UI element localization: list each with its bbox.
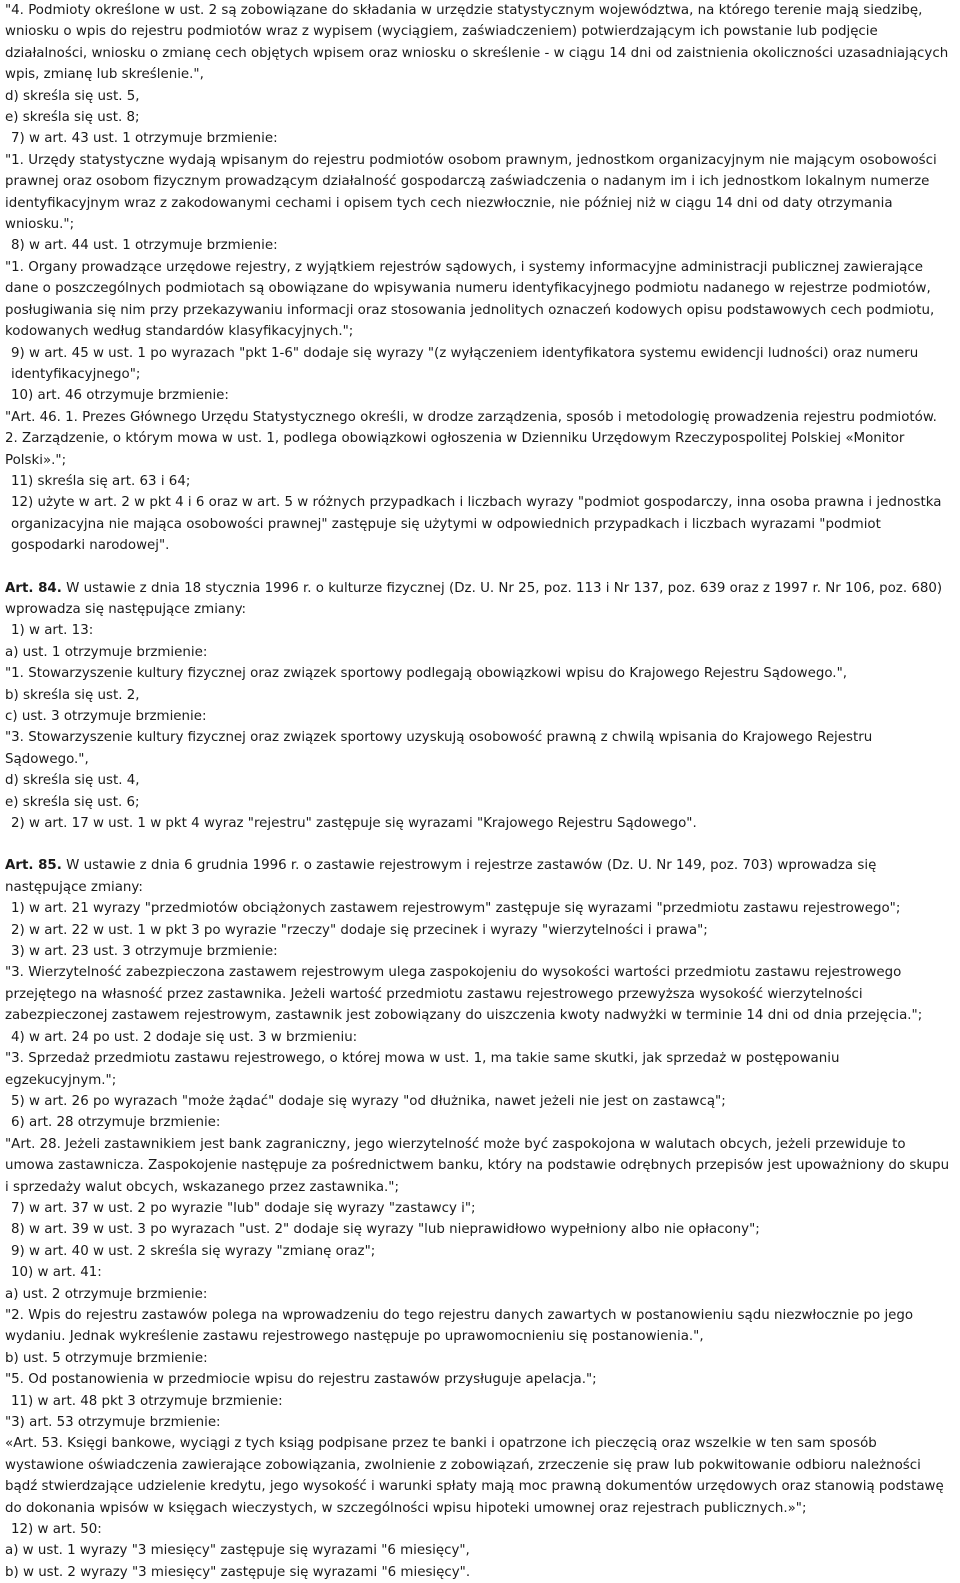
- paragraph: "3. Sprzedaż przedmiotu zastawu rejestrowego, o której mowa w ust. 1, ma takie same skutki, jak sprzedaż w postępowaniu egzekucyjnym.";: [5, 1051, 840, 1088]
- paragraph: 7) w art. 37 w ust. 2 po wyrazie "lub" dodaje się wyrazy "zastawcy i";: [11, 1200, 476, 1216]
- paragraph: "3. Wierzytelność zabezpieczona zastawem rejestrowym ulega zaspokojeniu do wysokości wartości przedmiotu zastawu rejestrowego przejętego na własność przez zastawnika. Jeżeli wartość przedmiotu zastawu rejestrowego przewyższa wysokość wierzytelności zabezpieczonej zastawem rejestrowym, zastawnik jest zobowiązany do uiszczenia kwoty nadwyżki w terminie 14 dni od dnia przejęcia.";: [5, 965, 923, 1024]
- paragraph: 7) w art. 43 ust. 1 otrzymuje brzmienie:: [11, 131, 278, 147]
- paragraph: "5. Od postanowienia w przedmiocie wpisu do rejestru zastawów przysługuje apelacja.";: [5, 1372, 597, 1388]
- article-intro: [5, 578, 952, 621]
- paragraph: e) skreśla się ust. 6;: [5, 794, 140, 810]
- paragraph: e) skreśla się ust. 8;: [5, 110, 140, 126]
- paragraph: 12) w art. 50:: [11, 1522, 102, 1538]
- paragraph: b) w ust. 2 wyrazy "3 miesięcy" zastępuje się wyrazami "6 miesięcy".: [5, 1564, 471, 1580]
- paragraph: 2. Zarządzenie, o którym mowa w ust. 1, podlega obowiązkowi ogłoszenia w Dzienniku Urzędowym Rzeczypospolitej Polskiej «Monitor Polski».";: [5, 431, 905, 468]
- paragraph: d) skreśla się ust. 5,: [5, 88, 140, 104]
- paragraph: 9) w art. 45 w ust. 1 po wyrazach "pkt 1-6" dodaje się wyrazy "(z wyłączeniem identyfikatora systemu ewidencji ludności) oraz numeru identyfikacyjnego";: [11, 345, 919, 382]
- paragraph: "1. Stowarzyszenie kultury fizycznej oraz związek sportowy podlegają obowiązkowi wpisu do Krajowego Rejestru Sądowego.",: [5, 666, 847, 682]
- paragraph: b) skreśla się ust. 2,: [5, 687, 140, 703]
- paragraph: 11) skreśla się art. 63 i 64;: [11, 473, 191, 489]
- paragraph: 10) w art. 41:: [11, 1265, 102, 1281]
- paragraph: "1. Urzędy statystyczne wydają wpisanym do rejestru podmiotów osobom prawnym, jednostkom organizacyjnym nie mającym osobowości prawnej oraz osobom fizycznym prowadzącym działalność gospodarczą zaświadczenia o nadanym im i ich jednostkom lokalnym numerze identyfikacyjnym wraz z zakodowanymi cechami i opisem tych cech niezwłocznie, nie później niż w ciągu 14 dni od daty otrzymania wniosku.";: [5, 152, 937, 233]
- paragraph: 9) w art. 40 w ust. 2 skreśla się wyrazy "zmianę oraz";: [11, 1243, 376, 1259]
- article-85: [5, 855, 952, 1583]
- paragraph: 1) w art. 21 wyrazy "przedmiotów obciążonych zastawem rejestrowym" zastępuje się wyrazami "przedmiotu zastawu rejestrowego";: [11, 901, 901, 917]
- paragraph: "Art. 46. 1. Prezes Głównego Urzędu Statystycznego określi, w drodze zarządzenia, sposób i metodologię prowadzenia rejestru podmiotów.: [5, 409, 937, 425]
- paragraph: b) ust. 5 otrzymuje brzmienie:: [5, 1350, 208, 1366]
- article-intro-text: W ustawie z dnia 6 grudnia 1996 r. o zastawie rejestrowym i rejestrze zastawów (Dz. U. Nr 149, poz. 703) wprowadza się następujące zmiany:: [5, 858, 877, 895]
- paragraph: "4. Podmioty określone w ust. 2 są zobowiązane do składania w urzędzie statystycznym województwa, na którego terenie mają siedzibę, wniosku o wpis do rejestru podmiotów wraz z wypisem (wyciągiem, zaświadczeniem) potwierdzającym ich powstanie lub podjęcie działalności, wniosku o zmianę cech objętych wpisem oraz wniosku o skreślenie - w ciągu 14 dni od zaistnienia okoliczności uzasadniających wpis, zmianę lub skreślenie.",: [5, 3, 949, 83]
- paragraph: "2. Wpis do rejestru zastawów polega na wprowadzeniu do tego rejestru danych zawartych w postanowieniu sądu niezwłocznie po jego wydaniu. Jednak wykreślenie zastawu rejestrowego następuje po uprawomocnieniu się postanowienia.",: [5, 1307, 914, 1345]
- paragraph: a) ust. 2 otrzymuje brzmienie:: [5, 1286, 208, 1302]
- paragraph: 6) art. 28 otrzymuje brzmienie:: [11, 1115, 221, 1131]
- paragraph: «Art. 53. Księgi bankowe, wyciągi z tych ksiąg podpisane przez te banki i opatrzone ich pieczęcią oraz wszelkie w ten sam sposób wystawione oświadczenia zawierające zobowiązania, zwolnienie z zobowiązań, zrzeczenie się praw lub pokwitowanie odbioru należności bądź stwierdzające udzielenie kredytu, jego wysokość i warunki spłaty mają moc prawną dokumentów urzędowych oraz stanowią podstawę do dokonania wpisów w księgach wieczystych, w szczególności wpisu hipoteki umownej oraz rejestrach publicznych.»";: [5, 1436, 944, 1516]
- paragraph: "Art. 28. Jeżeli zastawnikiem jest bank zagraniczny, jego wierzytelność może być zaspokojona w walutach obcych, jeżeli przewiduje to umowa zastawnicza. Zaspokojenie następuje za pośrednictwem banku, który na podstawie odrębnych przepisów jest upoważniony do skupu i sprzedaży walut obcych, wskazanego przez zastawnika.";: [5, 1136, 950, 1195]
- paragraph: "3. Stowarzyszenie kultury fizycznej oraz związek sportowy uzyskują osobowość prawną z chwilą wpisania do Krajowego Rejestru Sądowego.",: [5, 730, 873, 767]
- paragraph: a) w ust. 1 wyrazy "3 miesięcy" zastępuje się wyrazami "6 miesięcy",: [5, 1543, 470, 1559]
- paragraph: 12) użyte w art. 2 w pkt 4 i 6 oraz w art. 5 w różnych przypadkach i liczbach wyrazy "podmiot gospodarczy, inna osoba prawna i jednostka organizacyjna nie mająca osobowości prawnej" zastępuje się użytymi w odpowiednich przypadkach i liczbach wyrazami "podmiot gospodarki narodowej".: [11, 495, 942, 554]
- article-84: [5, 578, 952, 835]
- paragraph: 4) w art. 24 po ust. 2 dodaje się ust. 3 w brzmieniu:: [11, 1029, 358, 1045]
- paragraph: d) skreśla się ust. 4,: [5, 773, 140, 789]
- paragraph: "3) art. 53 otrzymuje brzmienie:: [5, 1415, 221, 1430]
- paragraph: c) ust. 3 otrzymuje brzmienie:: [5, 709, 207, 724]
- continuation-section: [5, 0, 952, 557]
- paragraph: 10) art. 46 otrzymuje brzmienie:: [11, 388, 229, 404]
- paragraph: 1) w art. 13:: [11, 623, 94, 639]
- paragraph: 2) w art. 17 w ust. 1 w pkt 4 wyraz "rejestru" zastępuje się wyrazami "Krajowego Rejestru Sądowego".: [11, 816, 697, 832]
- article-intro: [5, 855, 952, 898]
- article-label: Art. 84.: [5, 580, 62, 596]
- paragraph: a) ust. 1 otrzymuje brzmienie:: [5, 644, 208, 660]
- article-intro-text: W ustawie z dnia 18 stycznia 1996 r. o kulturze fizycznej (Dz. U. Nr 25, poz. 113 i Nr 137, poz. 639 oraz z 1997 r. Nr 106, poz. 680) wprowadza się następujące zmiany:: [5, 580, 943, 617]
- paragraph: "1. Organy prowadzące urzędowe rejestry, z wyjątkiem rejestrów sądowych, i systemy informacyjne administracji publicznej zawierające dane o poszczególnych podmiotach są obowiązane do wpisywania numeru identyfikacyjnego podmiotu nadanego w rejestrze podmiotów, posługiwania się nim przy przekazywaniu informacji oraz stosowania jednolitych oznaczeń kodowych opisu podstawowych cech podmiotu, kodowanych według standardów klasyfikacyjnych.";: [5, 259, 935, 340]
- paragraph: 5) w art. 26 po wyrazach "może żądać" dodaje się wyrazy "od dłużnika, nawet jeżeli nie jest on zastawcą";: [11, 1093, 726, 1109]
- paragraph: 11) w art. 48 pkt 3 otrzymuje brzmienie:: [11, 1393, 283, 1409]
- paragraph: 2) w art. 22 w ust. 1 w pkt 3 po wyrazie "rzeczy" dodaje się przecinek i wyrazy "wierzytelności i prawa";: [11, 922, 708, 938]
- paragraph: 8) w art. 44 ust. 1 otrzymuje brzmienie:: [11, 238, 278, 254]
- paragraph: 8) w art. 39 w ust. 3 po wyrazach "ust. 2" dodaje się wyrazy "lub nieprawidłowo wypełniony albo nie opłacony";: [11, 1222, 760, 1238]
- article-label: Art. 85.: [5, 858, 62, 874]
- paragraph: 3) w art. 23 ust. 3 otrzymuje brzmienie:: [11, 944, 278, 960]
